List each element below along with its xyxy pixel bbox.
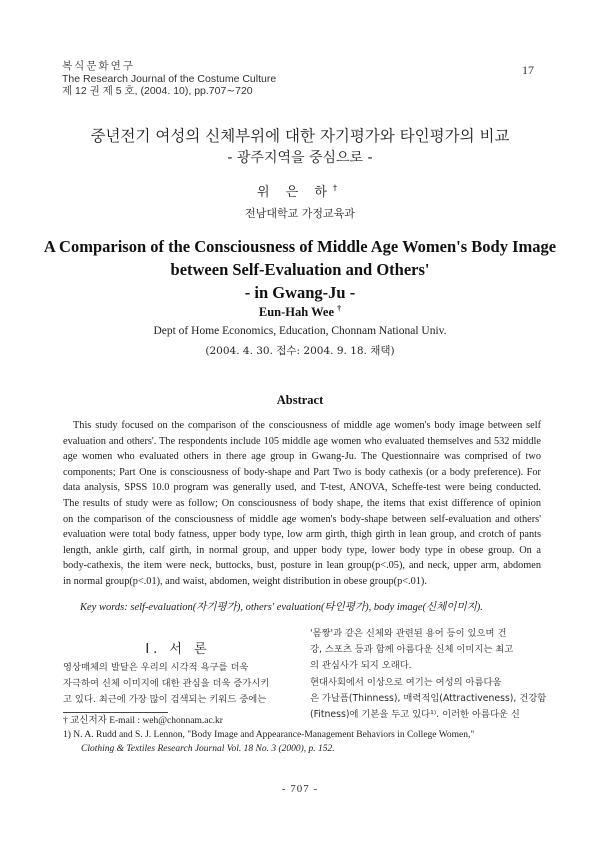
footnotes [63, 714, 543, 756]
abstract-line: age women who evaluated others in there age group in Gwang-Ju. The Questionnaire was comprised of two [63, 451, 541, 463]
footnote-divider [63, 712, 168, 713]
journal-name-english: The Research Journal of the Costume Culture [62, 72, 277, 85]
abstract-line: length, ankle girth, calf girth, in normal group, and upper body type, lower body type in obese group. On a [63, 544, 541, 556]
abstract-line: components; Part One is consciousness of body-shape and Part Two is body cathexis (or a body preference). For [63, 466, 541, 478]
body-line: 영상매체의 발달은 우리의 시각적 욕구를 더욱 [63, 662, 249, 673]
journal-volume: 제 12 권 제 5 호, (2004. 10), pp.707∼720 [62, 85, 253, 97]
section-heading-introduction: Ⅰ. 서 론 [145, 642, 211, 657]
english-title-line-3: - in Gwang-Ju - [244, 283, 356, 302]
abstract-line: on the comparison of the consciousness of middle age women's body-shape between self-evaluation and others' [63, 513, 541, 525]
korean-affiliation: 전남대학교 가정교육과 [245, 207, 355, 220]
keywords: Key words: self-evaluation(자기평가), others' evaluation(타인평가), body image(신체이미지). [80, 602, 483, 613]
body-line: 고 있다. 최근에 가장 많이 검색되는 키워드 중에는 [63, 694, 267, 706]
english-affiliation: Dept of Home Economics, Education, Chonnam National Univ. [153, 325, 447, 337]
english-title-line-2: between Self-Evaluation and Others' [170, 260, 430, 279]
abstract-line: This study focused on the comparison of the consciousness of middle age women's body image between self [73, 420, 541, 431]
abstract-heading: Abstract [276, 393, 324, 407]
body-left-column [63, 660, 293, 709]
abstract-line: in normal group(p<.01), and waist, abdomen, weight distribution in obese group(p<.01). [63, 575, 427, 587]
korean-author-name: 위 은 하 [257, 185, 333, 200]
footnote-reference-1: 1) N. A. Rudd and S. J. Lennon, "Body Image and Appearance-Management Behaviors in College Women," [63, 730, 475, 740]
body-line: (Fitness)에 기본을 두고 있다¹⁾. 이러한 아름다운 신 [310, 709, 520, 721]
english-author-name: Eun-Hah Wee [258, 305, 334, 319]
body-line: 의 관심사가 되지 오래다. [310, 660, 412, 672]
footnote-reference-1-continued [63, 742, 543, 756]
journal-name-korean: 복식문화연구 [62, 60, 135, 72]
journal-header [62, 60, 276, 98]
english-title [0, 235, 600, 304]
body-line: 현대사회에서 이상으로 여기는 여성의 아름다움 [310, 676, 502, 688]
abstract-body [63, 418, 541, 590]
page-number-bottom: - 707 - [281, 783, 319, 795]
abstract-line: evaluation and others'. The respondents include 105 middle age women who evaluated themselves and 532 middle [63, 435, 541, 447]
korean-title: 중년전기 여성의 신체부위에 대한 자기평가와 타인평가의 비교 [90, 127, 510, 145]
body-line: 자극하여 신체 이미지에 대한 관심을 더욱 증가시키 [63, 678, 270, 690]
body-line: 은 가날픔(Thinness), 매력적임(Attractiveness), 건강함 [310, 692, 547, 704]
english-author [0, 305, 600, 320]
footnote-corresponding-author: † 교신저자 E-mail : weh@chonnam.ac.kr [63, 716, 223, 726]
korean-author [0, 181, 600, 200]
page-number-top: 17 [522, 63, 534, 77]
body-line: '몸짱'과 같은 신체와 관련된 용어 등이 있으며 건 [310, 628, 507, 639]
footnote-journal-citation: Clothing & Textiles Research Journal Vol. 18 No. 3 (2000), p. 152. [81, 744, 335, 754]
english-author-dagger: † [337, 303, 342, 313]
body-line: 강, 스포츠 등과 함께 아름다운 신체 이미지는 최고 [310, 644, 514, 656]
abstract-line: evaluation were total body fatness, upper body type, low arm girth, thigh girth in lean group, and crotch of pants [63, 529, 541, 541]
abstract-line: data analysis, SPSS 10.0 program was generally used, and T-test, ANOVA, Scheffe-test were being conducted. [63, 482, 541, 494]
body-right-column [310, 626, 547, 723]
english-title-line-1: A Comparison of the Consciousness of Middle Age Women's Body Image [43, 237, 557, 256]
abstract-line: The results of study were as follow; On consciousness of body shape, the items that exist difference of opinion [63, 497, 541, 509]
received-accepted-dates: (2004. 4. 30. 접수: 2004. 9. 18. 채택) [205, 345, 395, 357]
abstract-line: body-cathexis, the item were neck, buttocks, bust, posture in lean group(p<.05), and neck, upper arm, abdomen [63, 560, 541, 572]
korean-subtitle: - 광주지역을 중심으로 - [227, 150, 373, 166]
corresponding-dagger: † [332, 183, 343, 193]
